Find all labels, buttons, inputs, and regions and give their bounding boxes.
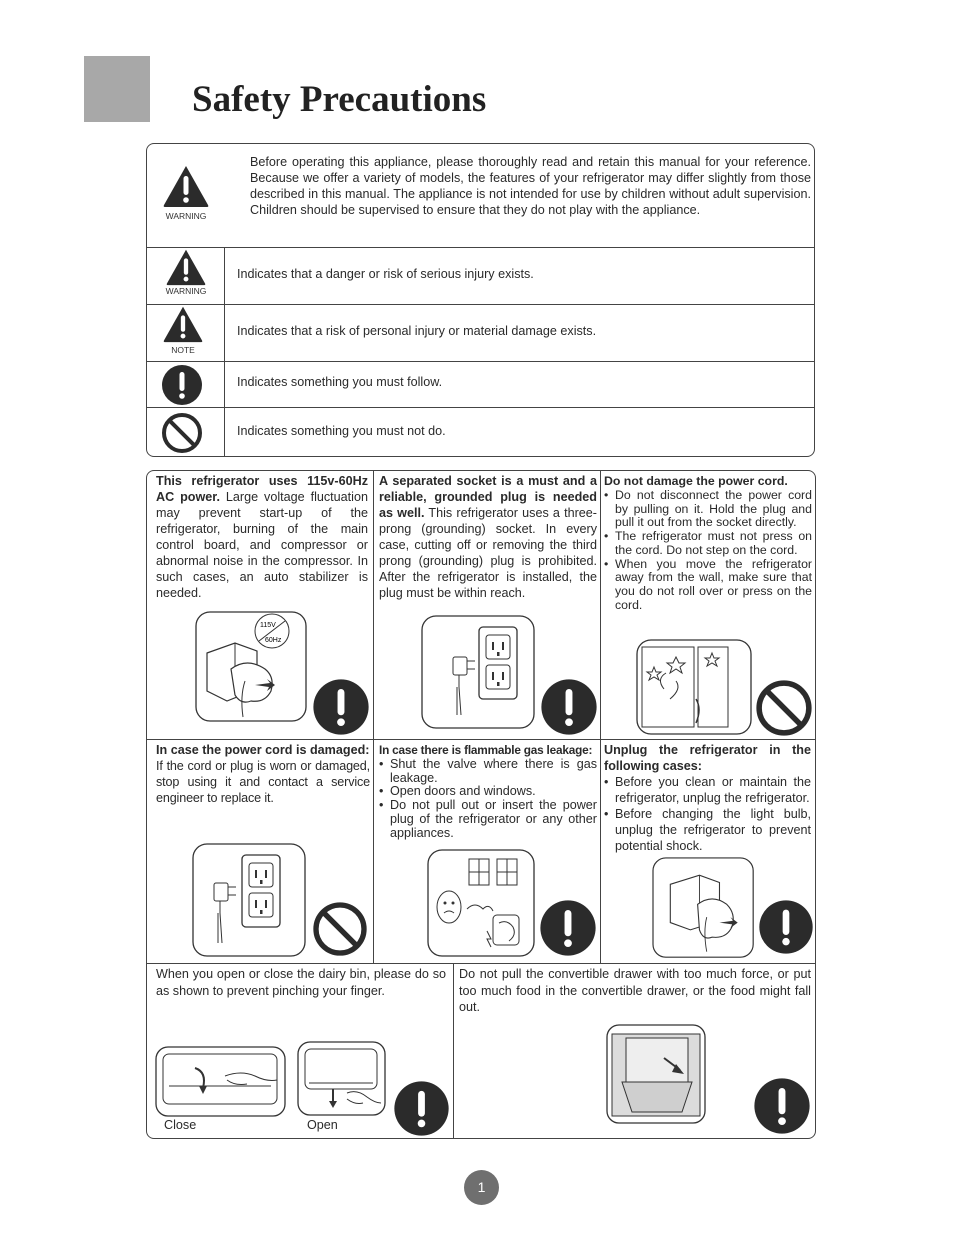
divider (147, 407, 814, 408)
gas-leakage-text (379, 742, 597, 840)
power-requirement-text (156, 473, 368, 601)
unplug-heading: Unplug the refrigerator in the following cases: (604, 743, 811, 773)
mandatory-icon (161, 364, 203, 406)
legend-icon-label: WARNING (165, 286, 207, 296)
mandatory-icon (758, 899, 814, 955)
cord-heading: Do not damage the power cord. (604, 474, 788, 488)
mandatory-icon (540, 678, 598, 736)
gas-heading: In case there is flammable gas leakage: (379, 743, 593, 757)
intro-paragraph: Before operating this appliance, please thoroughly read and retain this manual for your reference. Because we offer a variety of models, the features of your refrigerator may differ slightly from those described in this manual. The appliance is not intended for use by children without adult supervision. Children should be supervised to ensure that they do not play with the appliance. (250, 155, 811, 217)
list-item: • When you move the refrigerator away from the wall, make sure that you do not roll over or press on the cord. (604, 558, 812, 613)
divider (147, 247, 814, 248)
legend-text: Indicates something you must follow. (237, 375, 443, 389)
page-title: Safety Precautions (192, 79, 487, 120)
convertible-drawer-text: Do not pull the convertible drawer with too much force, or put too much food in the convertible drawer, or the food might fall out. (459, 967, 811, 1014)
divider (147, 739, 815, 740)
unplug-cases-text (604, 742, 811, 854)
frequency-label: 60Hz (265, 637, 282, 644)
unplug-bullet-list (604, 774, 811, 854)
power-heading: This refrigerator uses 115v-60Hz AC power. (156, 474, 368, 504)
legend-text: Indicates that a danger or risk of serious injury exists. (237, 267, 534, 281)
unplug-illustration (652, 857, 756, 959)
close-caption: Close (164, 1118, 197, 1132)
power-body: Large voltage fluctuation may prevent start-up of the refrigerator, burning of the main control board, and compressor or abnormal noise in the compressor. In such cases, an auto stabilizer is needed. (156, 490, 368, 600)
socket-body: This refrigerator uses a three-prong (grounding) socket. In every case, cutting off or removing the third prong (grounding) plug is prohibited. After the refrigerator is installed, the plug must be within reach. (379, 506, 597, 600)
cord-damage-illustration (636, 639, 752, 735)
gas-leak-illustration (427, 849, 535, 957)
list-item: • Before you clean or maintain the refrigerator, unplug the refrigerator. (604, 774, 811, 806)
prohibited-icon (312, 901, 368, 957)
divider (600, 471, 601, 963)
list-item: • Shut the valve where there is gas leakage. (379, 758, 597, 785)
mandatory-icon (753, 1077, 811, 1135)
divider (453, 963, 454, 1139)
list-item: • Do not disconnect the power cord by pulling on it. Hold the plug and pull it out from the socket directly. (604, 489, 812, 530)
legend-text: Indicates that a risk of personal injury or material damage exists. (237, 324, 597, 338)
mandatory-icon (312, 678, 370, 736)
voltage-label: 115V (260, 622, 276, 629)
warning-triangle-icon (162, 164, 210, 208)
list-item: • Open doors and windows. (379, 785, 597, 799)
safety-grid (146, 470, 816, 1139)
damaged-cord-text (156, 742, 370, 806)
cord-bullet-list (604, 489, 812, 612)
list-item: • Do not pull out or insert the power plug of the refrigerator or any other appliances. (379, 799, 597, 840)
dairy-bin-close-illustration (155, 1046, 287, 1118)
list-item: • The refrigerator must not press on the cord. Do not step on the cord. (604, 530, 812, 557)
divider (147, 963, 815, 964)
prohibited-icon (161, 412, 203, 454)
gas-bullet-list (379, 758, 597, 840)
mandatory-icon (393, 1080, 450, 1137)
power-cord-care-text (604, 473, 812, 612)
grounded-socket-text (379, 473, 597, 601)
warning-triangle-icon (165, 248, 207, 286)
list-item: • Before changing the light bulb, unplug the refrigerator to prevent potential shock. (604, 806, 811, 854)
divider (147, 304, 814, 305)
warning-icon-label: WARNING (165, 211, 207, 221)
mandatory-icon (539, 899, 597, 957)
divider (224, 247, 225, 457)
socket-plug-illustration (192, 843, 306, 957)
power-plug-illustration (195, 611, 309, 723)
divider (147, 361, 814, 362)
legend-text: Indicates something you must not do. (237, 424, 446, 438)
grounded-socket-illustration (421, 615, 535, 729)
prohibited-icon (755, 679, 813, 737)
divider (373, 471, 374, 963)
socket-heading: A separated socket is a must and a reliable, grounded plug is needed as well. (379, 474, 597, 520)
damaged-body: If the cord or plug is worn or damaged, stop using it and contact a service engineer to replace it. (156, 759, 370, 805)
convertible-drawer-illustration (606, 1024, 706, 1124)
open-caption: Open (307, 1118, 338, 1132)
dairy-bin-text: When you open or close the dairy bin, please do so as shown to prevent pinching your finger. (156, 967, 446, 998)
dairy-bin-open-illustration (297, 1041, 387, 1117)
legend-icon-label: NOTE (171, 345, 195, 355)
header-block (84, 56, 150, 122)
damaged-heading: In case the power cord is damaged: (156, 743, 370, 757)
note-triangle-icon (162, 305, 204, 343)
page-number: 1 (464, 1170, 499, 1205)
symbol-legend-box (146, 143, 815, 457)
